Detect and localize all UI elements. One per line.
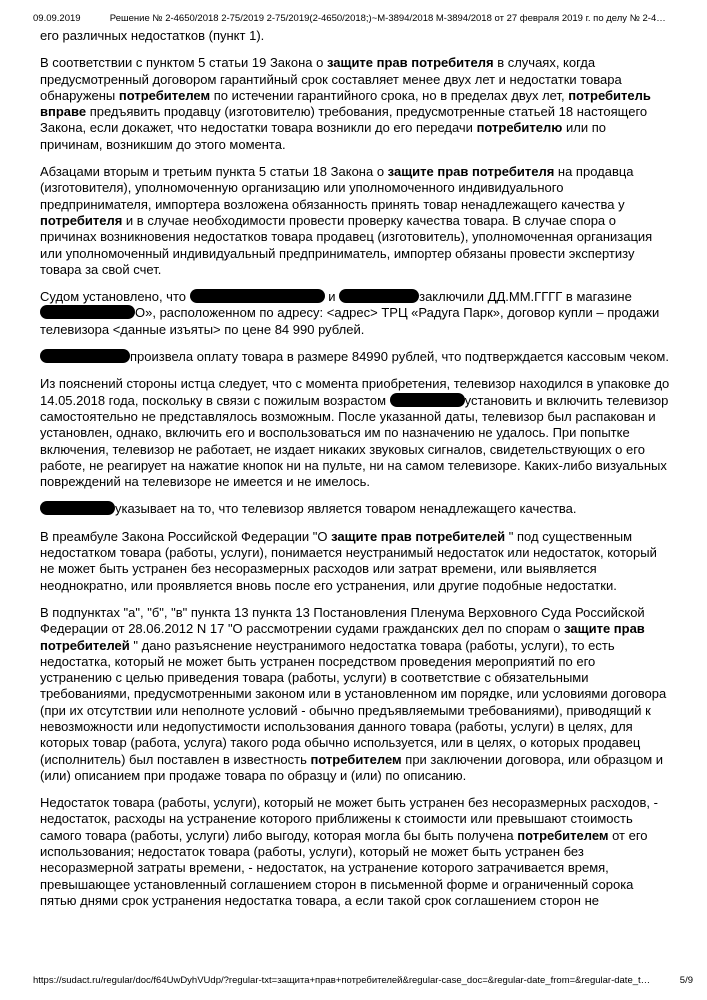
highlighted-search-term: потребителем [310,751,402,767]
paragraph [40,55,670,153]
text-run: О», расположенном по адресу: <адрес> ТРЦ «Радуга Парк», договор купли – продажи телевизора <данные изъяты> по цене 84 990 рублей. [40,305,660,337]
highlighted-search-term: потребителю [476,120,563,136]
text-run: Абзацами вторым и третьим пункта 5 статьи 18 Закона о [40,164,388,180]
highlighted-search-term: защите прав потребителей [40,621,645,653]
text-run: Из пояснений стороны истца следует, что с момента приобретения, телевизор находился в упаковке до 14.05.2018 года, поскольку в связи с пожилым возрастом [40,376,670,408]
page-number: 5/9 [679,975,693,986]
text-run: и [324,289,340,305]
redaction-bar [40,349,130,363]
redaction-bar [40,501,115,515]
paragraph [40,529,670,594]
text-run: В преамбуле Закона Российской Федерации "О [40,528,332,544]
redaction-bar [390,393,465,407]
text-run: при заключении договора, или образцом и (или) описанием при продаже товара по образцу и (или) по описанию. [40,751,664,783]
source-url: https://sudact.ru/regular/doc/f64UwDyhVUdp/?regular-txt=защита+прав+потребителей&regular-case_doc=&regular-date_from=&regular-date_t… [33,975,651,986]
paragraph [40,501,670,517]
paragraph [40,605,670,784]
text-run: по истечении гарантийного срока, но в пределах двух лет, [210,87,569,103]
text-run: в случаях, когда предусмотренный договором гарантийный срок составляет менее двух лет и недостатки товара обнаружены [40,55,622,103]
text-run: на продавца (изготовителя), уполномоченную организацию или уполномоченного индивидуального предпринимателя, импортера возложена обязанность принять товар ненадлежащего качества у [40,164,634,212]
print-header [33,13,685,24]
text-run: его различных недостатков (пункт 1). [40,28,265,43]
text-run: Недостаток товара (работы, услуги), который не может быть устранен без несоразмерных расходов, - недостаток, расходы на устранение которого приближены к стоимости или превышают стоимость самого товара (работы, услуги) либо выгоду, которая могла бы быть получена [40,795,658,843]
paragraph [40,289,670,338]
text-run: " дано разъяснение неустранимого недостатка товара (работы, услуги), то есть недостатка, который не может быть устранен посредством проведения мероприятий по его устранению с целью приведения товара (работы, услуги) в соответствие с обязательными требованиями, предусмотренными законом или в установленном им порядке, или условиями договора (при их отсутствии или неполноте условий - обычно предъявляемыми требованиями), приводящий к невозможности или недопустимости использования данного товара (работы, услуги) в целях, для которых товар (работа, услуга) такого рода обычно используется, или в целях, о которых продавец (исполнитель) был поставлен в известность [40,637,667,767]
paragraph [40,164,670,278]
paragraph [40,376,670,490]
document-body [40,28,670,920]
text-run: В соответствии с пунктом 5 статьи 19 Закона о [40,55,327,71]
paragraph [40,28,670,44]
highlighted-search-term: потребителем [118,87,211,103]
text-run: заключили ДД.ММ.ГГГГ в магазине [419,289,632,305]
case-title: Решение № 2-4650/2018 2-75/2019 2-75/2019(2-4650/2018;)~М-3894/2018 М-3894/2018 от 27 февраля 2019 г. по делу № 2-4… [109,13,666,24]
text-run: и в случае необходимости провести проверку качества товара. В случае спора о причинах возникновения недостатков товара продавец (изготовитель), уполномоченная организация или уполномоченный индивидуальный предприниматель, импортер обязаны провести экспертизу товара за свой счет. [40,212,653,277]
text-run: предъявить продавцу (изготовителю) требования, предусмотренные статьей 18 настоящего Закона, если докажет, что недостатки товара возникли до его передачи [40,104,648,136]
print-footer [33,975,693,986]
highlighted-search-term: защите прав потребителя [387,164,555,180]
text-run: Судом установлено, что [40,289,190,305]
text-run: указывает на то, что телевизор является товаром ненадлежащего качества. [115,501,577,517]
redaction-bar [339,289,419,303]
text-run: " под существенным недостатком товара (работы, услуги), понимается неустранимый недостаток или недостаток, который не может быть устранен без несоразмерных расходов или затрат времени, или выявляется неоднократно, или проявляется вновь после его устранения, или другие подобные недостатки. [40,528,657,593]
paragraph [40,349,670,365]
print-date: 09.09.2019 [33,13,81,24]
highlighted-search-term: потребителем [517,827,609,843]
highlighted-search-term: потребителя [40,212,123,228]
text-run: или по причинам, возникшим до этого момента. [40,120,606,152]
text-run: от его использования; недостаток товара (работы, услуги), который не может быть устранен без несоразмерной затраты времени, - недостаток, на устранение которого затрачивается время, превышающее установленный соглашением сторон в письменной форме и ограниченный сорока пятью днями срок устранения недостатка товара, а если такой срок соглашением сторон не [40,827,648,908]
highlighted-search-term: защите прав потребителей [331,528,506,544]
highlighted-search-term: потребитель вправе [40,87,651,120]
highlighted-search-term: защите прав потребителя [326,55,494,71]
redaction-bar [190,289,325,303]
text-run: В подпунктах "а", "б", "в" пункта 13 пункта 13 Постановления Пленума Верховного Суда Российской Федерации от 28.06.2012 N 17 "О рассмотрении судами гражданских дел по спорам о [40,604,645,637]
text-run: произвела оплату товара в размере 84990 рублей, что подтверждается кассовым чеком. [130,349,669,365]
text-run: установить и включить телевизор самостоятельно не представлялось возможным. После указанной даты, телевизор был распакован и установлен, однако, включить его и воспользоваться им по назначению не удалось. При попытке включения, телевизор не работает, не издает никаких звуковых сигналов, свидетельствующих о его работе, не реагирует на нажатие кнопок ни на пульте, ни на самом телевизоре. Каких-либо визуальных повреждений на телевизоре не имеется и не имелось. [40,392,669,490]
redaction-bar [40,305,135,319]
paragraph [40,795,670,909]
